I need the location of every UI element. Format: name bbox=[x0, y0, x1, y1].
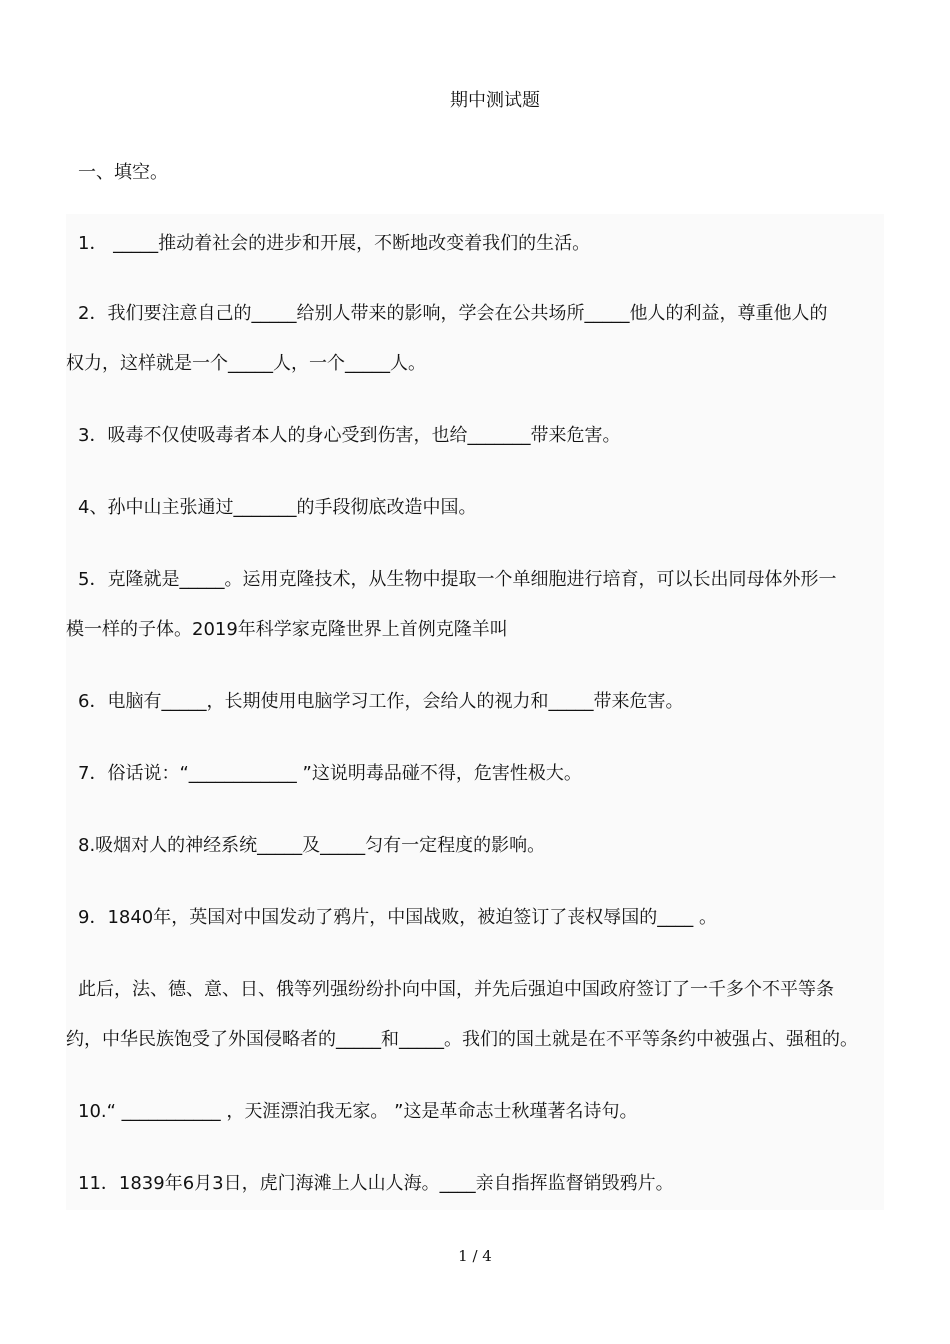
question-8: 8.吸烟对人的神经系统_____及_____匀有一定程度的影响。 bbox=[78, 835, 546, 856]
question-9-cont: 约，中华民族饱受了外国侵略者的_____和_____。我们的国土就是在不平等条约中被强占、强租的。 bbox=[66, 1029, 858, 1050]
question-6: 6．电脑有_____，长期使用电脑学习工作，会给人的视力和_____带来危害。 bbox=[78, 691, 684, 712]
question-2-cont: 权力，这样就是一个_____人，一个_____人。 bbox=[66, 353, 426, 374]
question-11: 11．1839年6月3日，虎门海滩上人山人海。____亲自指挥监督销毁鸦片。 bbox=[78, 1173, 674, 1194]
question-3: 3．吸毒不仅使吸毒者本人的身心受到伤害，也给_______带来危害。 bbox=[78, 425, 621, 446]
question-block bbox=[66, 214, 884, 1210]
question-10: 10.“ ___________ ，天涯漂泊我无家。 ”这是革命志士秋瑾著名诗句。 bbox=[78, 1101, 638, 1122]
question-1: 1． _____推动着社会的进步和开展，不断地改变着我们的生活。 bbox=[78, 233, 591, 254]
question-5-cont: 模一样的子体。2019年科学家克隆世界上首例克隆羊叫 bbox=[66, 619, 508, 640]
page-number: 1 / 4 bbox=[458, 1247, 492, 1265]
question-9-para: 此后，法、德、意、日、俄等列强纷纷扑向中国，并先后强迫中国政府签订了一千多个不平等条 bbox=[78, 979, 834, 1000]
question-9: 9．1840年，英国对中国发动了鸦片，中国战败，被迫签订了丧权辱国的____ 。 bbox=[78, 907, 717, 928]
question-4: 4、孙中山主张通过_______的手段彻底改造中国。 bbox=[78, 497, 477, 518]
page-title: 期中测试题 bbox=[450, 90, 540, 111]
question-2: 2．我们要注意自己的_____给别人带来的影响，学会在公共场所_____他人的利益，尊重他人的 bbox=[78, 303, 828, 324]
question-7: 7．俗话说：“____________ ”这说明毒品碰不得，危害性极大。 bbox=[78, 763, 582, 784]
section-heading: 一、填空。 bbox=[78, 162, 168, 183]
question-5: 5．克隆就是_____。运用克隆技术，从生物中提取一个单细胞进行培育，可以长出同母体外形一 bbox=[78, 569, 837, 590]
